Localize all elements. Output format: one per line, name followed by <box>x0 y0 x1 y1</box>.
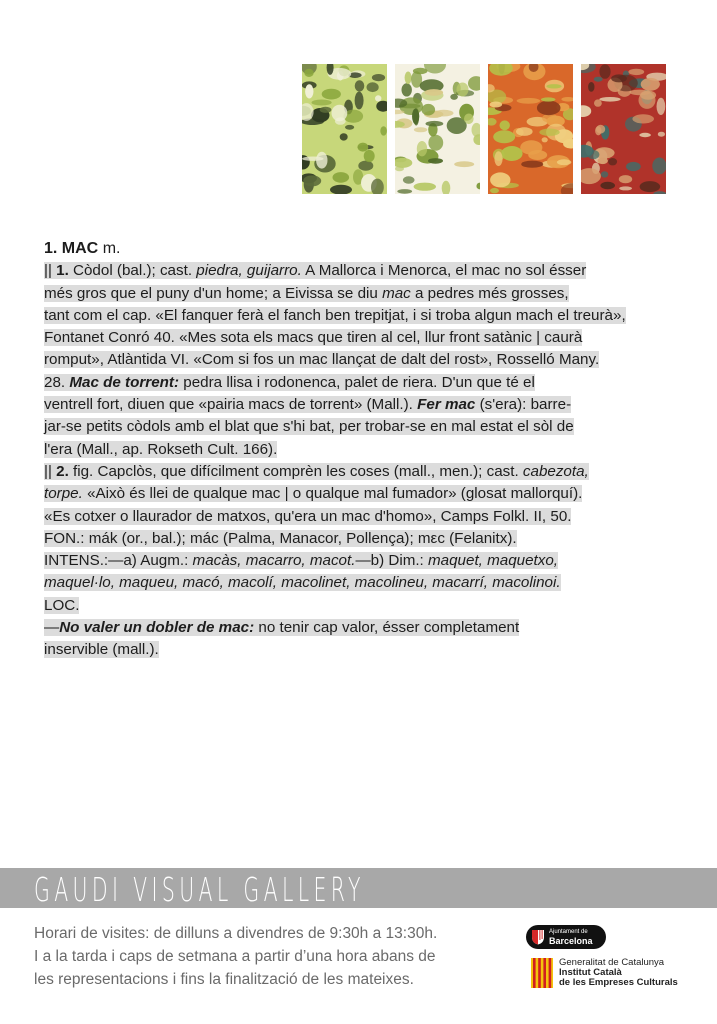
entry-text-segment: Mac de torrent: <box>69 373 180 391</box>
entry-text-segment: «Es cotxer o llaurador de matxos, qu'era un mac d'homo», Camps Folkl. II, 50. <box>44 507 572 525</box>
entry-line <box>44 305 678 327</box>
entry-line <box>44 260 678 282</box>
entry-text-segment: Fontanet Conró 40. «Mes sota els macs que tiren al cel, llur front satànic | caurà <box>44 329 583 347</box>
entry-line <box>44 327 678 349</box>
entry-text-segment: 2. <box>56 462 69 480</box>
entry-text-segment: fig. Capclòs, que difícilment comprèn les coses (mall., men.); cast. <box>68 462 523 480</box>
entry-line <box>44 372 678 394</box>
barcelona-logo-big-text: Barcelona <box>549 936 593 946</box>
painting-orange-green <box>488 64 573 194</box>
entry-text-segment: Fer mac <box>417 396 476 414</box>
entry-text-segment: 28. <box>44 373 70 391</box>
painting-white-green-stones <box>395 64 480 194</box>
senyera-icon <box>531 958 553 988</box>
entry-line <box>44 283 678 305</box>
entry-line <box>44 617 678 639</box>
entry-text-segment: maquet, maquetxo, <box>428 552 559 570</box>
entry-text-segment: cabezota, <box>522 462 589 480</box>
entry-text-segment: l'era (Mall., ap. Rokseth Cult. 166). <box>44 440 278 458</box>
entry-text-segment: «Això és llei de qualque mac | o qualque mal fumador» (glosat mallorquí). <box>82 485 583 503</box>
artwork-thumbnails <box>302 64 666 194</box>
entry-text-segment: No valer un dobler de mac: <box>59 619 255 637</box>
grammatical-category: m. <box>102 240 121 257</box>
entry-line <box>44 572 678 594</box>
entry-text-segment: || <box>44 462 57 480</box>
entry-line <box>44 639 678 661</box>
entry-text-segment: romput», Atlàntida VI. «Com si fos un mac llançat de dalt del rost», Rosselló Many. <box>44 351 600 369</box>
entry-text-segment: torpe. <box>44 485 83 503</box>
entry-text-segment: pedra llisa i rodonenca, palet de riera. D'un que té el <box>179 373 535 391</box>
entry-text-segment: LOC. <box>44 596 80 614</box>
ajuntament-barcelona-logo <box>526 925 606 949</box>
entry-text-segment: jar-se petits còdols amb el blat que s'hi bat, per trobar-se en mal estat el sòl de <box>44 418 574 436</box>
entry-line <box>44 506 678 528</box>
gallery-banner <box>0 868 717 908</box>
entry-line <box>44 394 678 416</box>
entry-text-segment: macàs, macarro, macot. <box>192 552 356 570</box>
dictionary-entry <box>44 238 678 662</box>
generalitat-line-2: Institut Català <box>559 967 622 978</box>
entry-text-segment: més gros que el puny d'un home; a Eivissa se diu <box>44 284 383 302</box>
headword: 1. MAC <box>44 240 99 257</box>
entry-line <box>44 439 678 461</box>
entry-text-segment: FON.: mák (or., bal.); mác (Palma, Manacor, Pollença); mεc (Felanitx). <box>44 529 517 547</box>
generalitat-logo <box>531 958 678 988</box>
hours-line-3: les representacions i fins la finalització de les mateixes. <box>34 971 414 988</box>
painting-red-teal <box>581 64 666 194</box>
entry-text-segment: no tenir cap valor, ésser completament <box>254 619 520 637</box>
entry-text-segment: INTENS.:—a) Augm.: <box>44 552 193 570</box>
entry-line <box>44 349 678 371</box>
entry-text-segment: Còdol (bal.); cast. <box>68 262 197 280</box>
entry-text-segment: —b) Dim.: <box>355 552 429 570</box>
entry-line <box>44 550 678 572</box>
entry-line <box>44 416 678 438</box>
entry-body <box>44 260 678 661</box>
entry-line <box>44 461 678 483</box>
entry-text-segment: A Mallorca i Menorca, el mac no sol ésser <box>301 262 587 280</box>
entry-text-segment: a pedres més grosses, <box>410 284 569 302</box>
barcelona-crest-icon <box>531 929 545 945</box>
painting-green-pebbles <box>302 64 387 194</box>
entry-line <box>44 595 678 617</box>
entry-text-segment: maquel·lo, maqueu, macó, macolí, macolinet, macolineu, macarrí, macolinoi. <box>44 574 561 592</box>
generalitat-line-1: Generalitat de Catalunya <box>559 957 665 968</box>
hours-line-2: I a la tarda i caps de setmana a partir d’una hora abans de <box>34 948 436 965</box>
entry-text-segment: 1. <box>56 262 69 280</box>
entry-line <box>44 483 678 505</box>
entry-text-segment: (s'era): barre- <box>475 396 572 414</box>
entry-text-segment: mac <box>382 284 411 302</box>
entry-text-segment: || <box>44 262 57 280</box>
entry-text-segment: piedra, guijarro. <box>196 262 302 280</box>
hours-line-1: Horari de visites: de dilluns a divendres de 9:30h a 13:30h. <box>34 925 438 942</box>
entry-text-segment: tant com el cap. «El fanquer ferà el fanch ben trepitjat, i si troba algun mach el treurà», <box>44 306 626 324</box>
entry-line <box>44 528 678 550</box>
entry-headword <box>44 238 678 260</box>
gallery-title: GAUDI VISUAL GALLERY <box>34 870 365 909</box>
entry-text-segment: — <box>44 619 60 637</box>
entry-text-segment: inservible (mall.). <box>44 641 159 659</box>
barcelona-logo-small-text: Ajuntament de <box>549 929 588 935</box>
generalitat-line-3: de les Empreses Culturals <box>559 977 678 988</box>
entry-text-segment: ventrell fort, diuen que «pairia macs de torrent» (Mall.). <box>44 396 418 414</box>
visiting-hours <box>34 922 514 991</box>
